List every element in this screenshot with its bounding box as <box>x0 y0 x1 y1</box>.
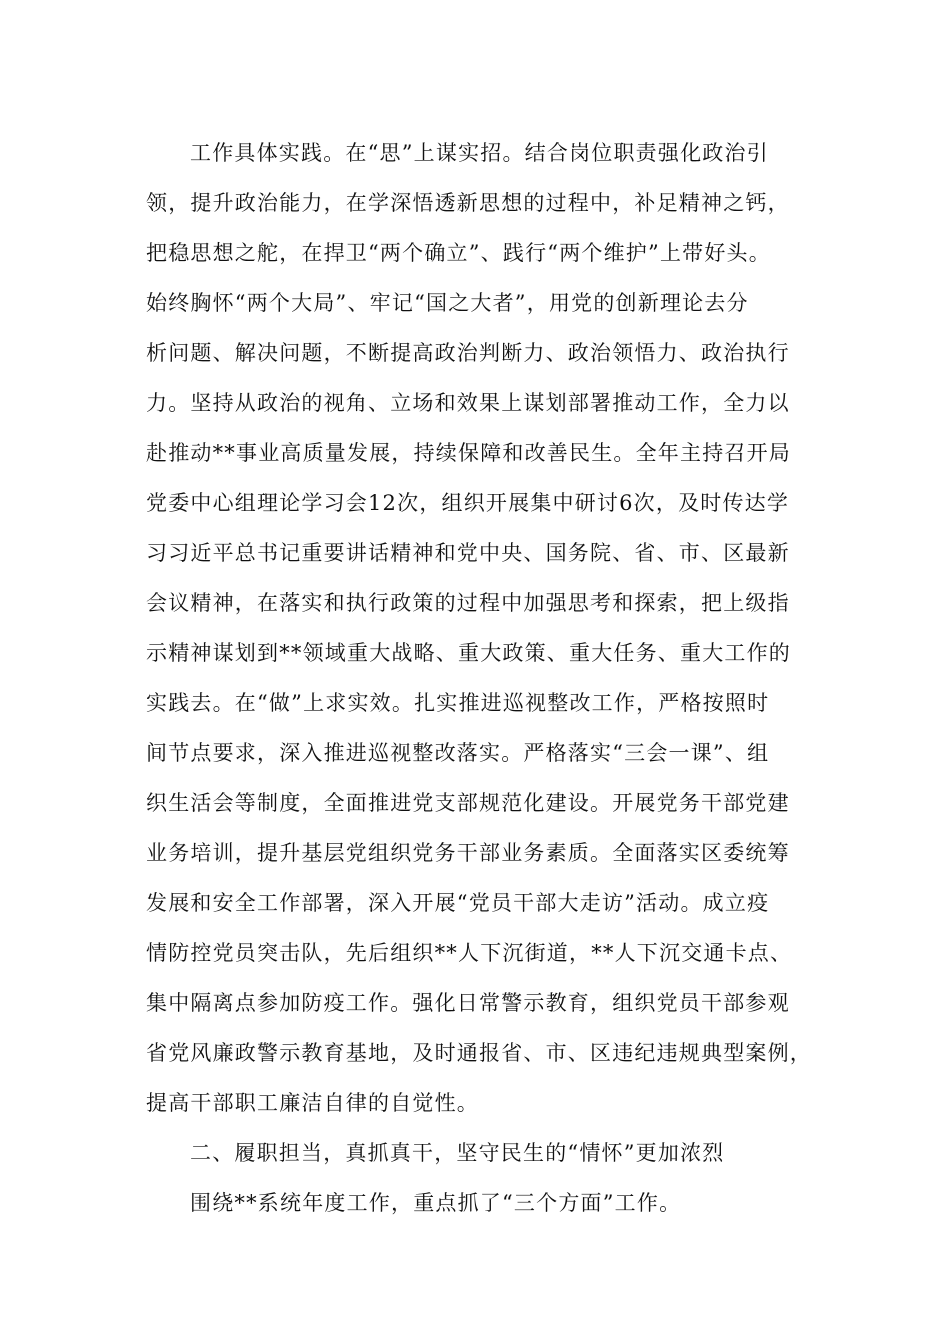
text-line: 实践去。在“做”上求实效。扎实推进巡视整改工作，严格按照时 <box>146 691 770 715</box>
text-line: 工作具体实践。在“思”上谋实招。结合岗位职责强化政治引 <box>190 141 769 165</box>
text-line: 赴推动**事业高质量发展，持续保障和改善民生。全年主持召开局 <box>146 441 791 465</box>
text-line: 提高干部职工廉洁自律的自觉性。 <box>146 1091 479 1115</box>
text-line: 织生活会等制度，全面推进党支部规范化建设。开展党务干部党建 <box>146 791 790 815</box>
text-line: 发展和安全工作部署，深入开展“党员干部大走访”活动。成立疫 <box>146 891 770 915</box>
text-line: 间节点要求，深入推进巡视整改落实。严格落实“三会一课”、组 <box>146 741 770 765</box>
text-line: 集中隔离点参加防疫工作。强化日常警示教育，组织党员干部参观 <box>146 991 790 1015</box>
text-line: 党委中心组理论学习会12次，组织开展集中研讨6次，及时传达学 <box>146 491 790 515</box>
text-line: 析问题、解决问题，不断提高政治判断力、政治领悟力、政治执行 <box>146 341 790 365</box>
text-line: 把稳思想之舵，在捍卫“两个确立”、践行“两个维护”上带好头。 <box>146 241 771 265</box>
text-line: 力。坚持从政治的视角、立场和效果上谋划部署推动工作，全力以 <box>146 391 790 415</box>
text-line: 习习近平总书记重要讲话精神和党中央、国务院、省、市、区最新 <box>146 541 790 565</box>
text-line: 业务培训，提升基层党组织党务干部业务素质。全面落实区委统筹 <box>146 841 790 865</box>
text-line: 会议精神，在落实和执行政策的过程中加强思考和探索，把上级指 <box>146 591 790 615</box>
text-line: 情防控党员突击队，先后组织**人下沉街道，**人下沉交通卡点、 <box>146 941 793 965</box>
section-heading: 二、履职担当，真抓真干，坚守民生的“情怀”更加浓烈 <box>190 1141 725 1165</box>
text-line: 领，提升政治能力，在学深悟透新思想的过程中，补足精神之钙， <box>146 191 790 215</box>
text-line: 示精神谋划到**领域重大战略、重大政策、重大任务、重大工作的 <box>146 641 791 665</box>
text-line: 围绕**系统年度工作，重点抓了“三个方面”工作。 <box>190 1191 682 1215</box>
text-line: 省党风廉政警示教育基地，及时通报省、市、区违纪违规典型案例， <box>146 1041 812 1065</box>
text-line: 始终胸怀“两个大局”、牢记“国之大者”，用党的创新理论去分 <box>146 291 749 315</box>
